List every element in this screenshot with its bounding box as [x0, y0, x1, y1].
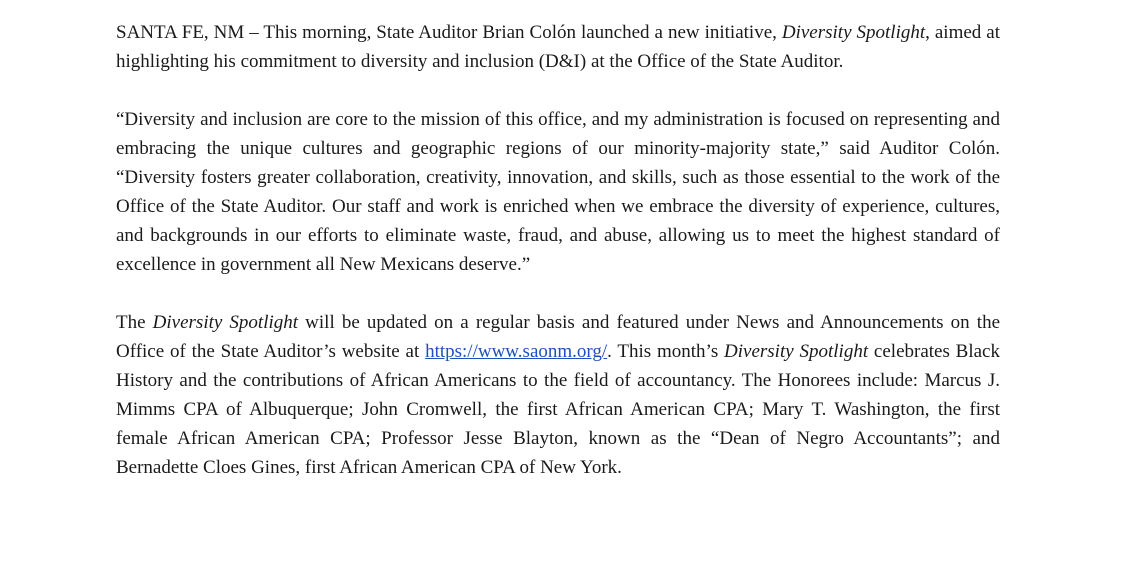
- intro-dateline: SANTA FE, NM – This morning, State Auditor Brian Colón launched a new initiative,: [116, 22, 782, 43]
- initiative-name: Diversity Spotlight: [152, 312, 299, 333]
- initiative-name: Diversity Spotlight: [781, 22, 926, 43]
- honorees-mid-2: . This month’s: [607, 341, 725, 362]
- honorees-lead: The: [116, 312, 153, 333]
- press-release-body: [116, 18, 1000, 482]
- quote-text: “Diversity and inclusion are core to the mission of this office, and my administration is focused on representing and embracing the unique cultures and geographic regions of our minority-majority state,” said Auditor Colón. “Diversity fosters greater collaboration, creativity, innovation, and skills, such as those essential to the work of the Office of the State Auditor. Our staff and work is enriched when we embrace the diversity of experience, cultures, and backgrounds in our efforts to eliminate waste, fraud, and abuse, allowing us to meet the highest standard of excellence in government all New Mexicans deserve.”: [116, 109, 1000, 275]
- initiative-name: Diversity Spotlight: [724, 341, 869, 362]
- intro-rest: , aimed at highlighting his commitment to diversity and inclusion (D&I) at the Office of the State Auditor.: [116, 22, 1000, 72]
- honorees-mid-1: will be updated on a regular basis and featured under News and Announcements on the Office of the State Auditor’s website at: [116, 312, 1001, 362]
- paragraph-intro: [116, 18, 1000, 76]
- honorees-rest: celebrates Black History and the contributions of African Americans to the field of accountancy. The Honorees include: Marcus J. Mimms CPA of Albuquerque; John Cromwell, the first African American CPA; Mary T. Washington, the first female African American CPA; Professor Jesse Blayton, known as the “Dean of Negro Accountants”; and Bernadette Cloes Gines, first African American CPA of New York.: [116, 341, 1000, 478]
- paragraph-honorees: [116, 308, 1000, 482]
- website-link[interactable]: https://www.saonm.org/: [425, 341, 608, 362]
- paragraph-quote: [116, 105, 1000, 279]
